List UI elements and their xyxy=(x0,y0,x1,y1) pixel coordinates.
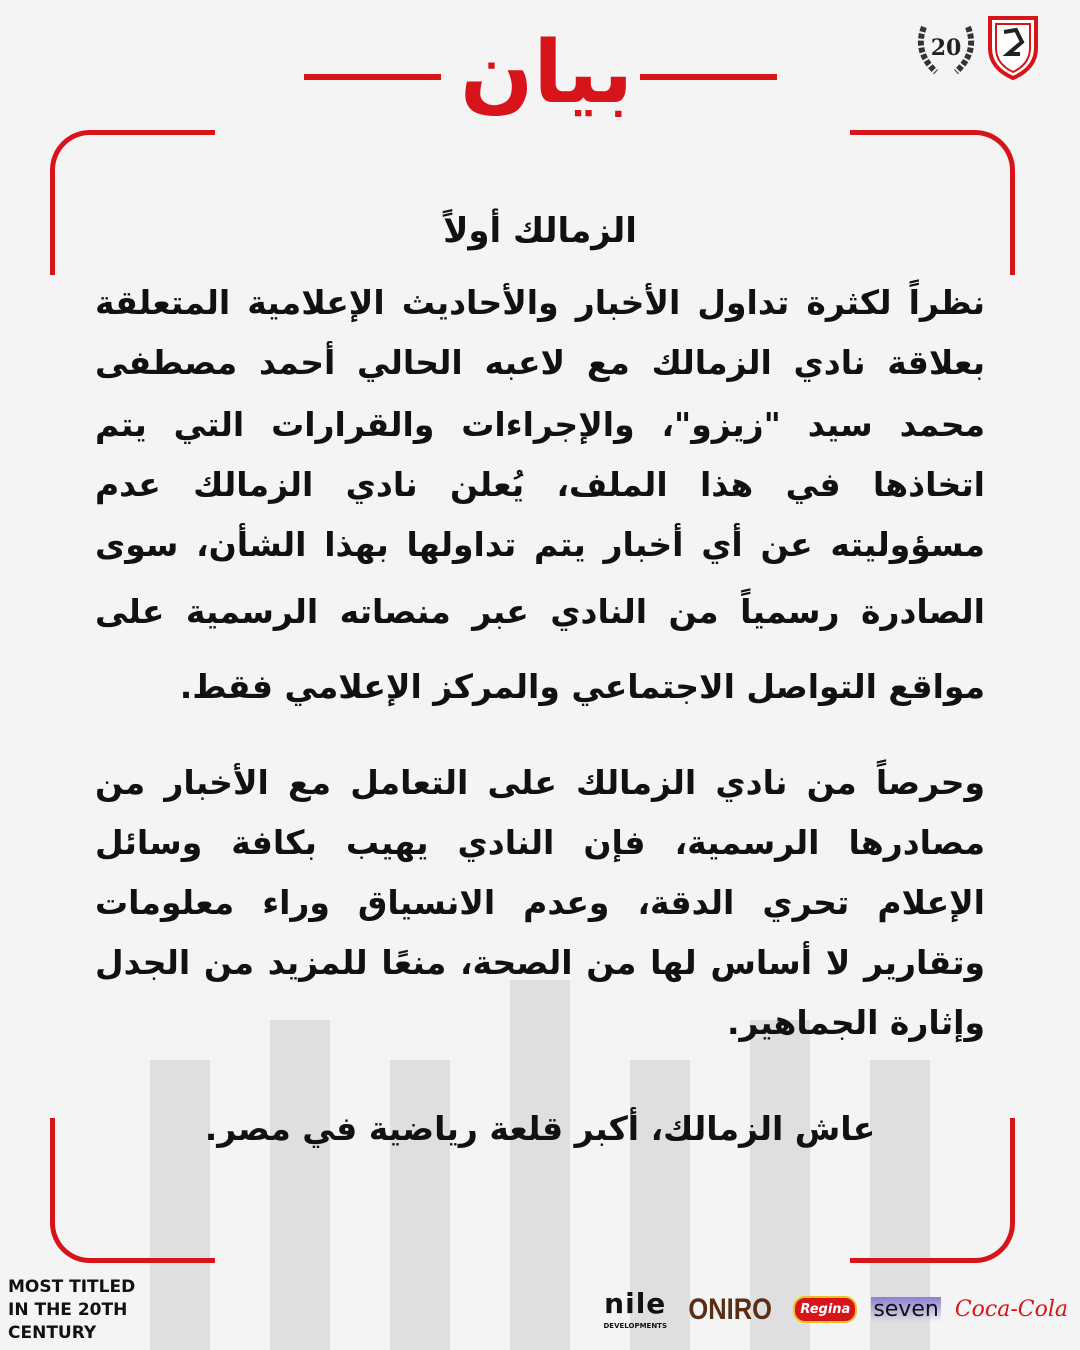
club-logos xyxy=(914,14,1040,80)
paragraph-line: وتقارير لا أساس لها من الصحة، منعًا للمزيد من الجدل xyxy=(95,943,985,982)
closing-line: عاش الزمالك، أكبر قلعة رياضية في مصر. xyxy=(204,1109,876,1148)
sponsor-regina: Regina xyxy=(793,1296,857,1323)
sponsor-nile xyxy=(603,1288,667,1331)
paragraph-line: نظراً لكثرة تداول الأخبار والأحاديث الإعلامية المتعلقة xyxy=(95,283,985,322)
paragraph-line: الصادرة رسمياً من النادي عبر منصاته الرسمية على xyxy=(95,592,985,631)
sponsor-seven: seven xyxy=(873,1297,939,1322)
sponsor-cocacola: Coca-Cola xyxy=(954,1297,1068,1322)
paragraph-line: مصادرها الرسمية، فإن النادي يهيب بكافة وسائل xyxy=(95,823,985,862)
sponsor-logos xyxy=(603,1288,1068,1331)
nile-logo-subtext: DEVELOPMENTS xyxy=(603,1322,667,1330)
paragraph-line: مواقع التواصل الاجتماعي والمركز الإعلامي فقط. xyxy=(179,667,985,706)
caption-line: IN THE 20TH xyxy=(8,1300,128,1320)
paragraph-line: الإعلام تحري الدقة، وعدم الانسياق وراء معلومات xyxy=(95,883,985,922)
zamalek-crest-icon xyxy=(986,14,1040,80)
paragraph-line: وحرصاً من نادي الزمالك على التعامل مع الأخبار من xyxy=(95,763,985,802)
20-century-wreath-icon xyxy=(914,17,978,77)
frame-corner xyxy=(850,130,1015,275)
nile-logo-text: nile xyxy=(604,1287,667,1320)
statement-heading: الزمالك أولاً xyxy=(443,211,637,251)
paragraph-line: محمد سيد "زيزو"، والإجراءات والقرارات التي يتم xyxy=(95,405,985,444)
page-title: بيان xyxy=(460,23,634,123)
badge-20-text: 20 xyxy=(930,35,962,61)
caption-line: MOST TITLED xyxy=(8,1277,136,1297)
title-right-rule xyxy=(640,74,777,80)
title-left-rule xyxy=(304,74,441,80)
most-titled-caption xyxy=(8,1276,135,1345)
paragraph-line: مسؤوليته عن أي أخبار يتم تداولها بهذا الشأن، سوى xyxy=(95,525,985,564)
frame-corner xyxy=(50,130,215,275)
paragraph-line: بعلاقة نادي الزمالك مع لاعبه الحالي أحمد مصطفى xyxy=(95,343,985,382)
caption-line: CENTURY xyxy=(8,1323,97,1343)
sponsor-oniro: ONIRO xyxy=(688,1292,772,1326)
paragraph-line: وإثارة الجماهير. xyxy=(727,1003,985,1042)
paragraph-line: اتخاذها في هذا الملف، يُعلن نادي الزمالك عدم xyxy=(95,465,985,504)
